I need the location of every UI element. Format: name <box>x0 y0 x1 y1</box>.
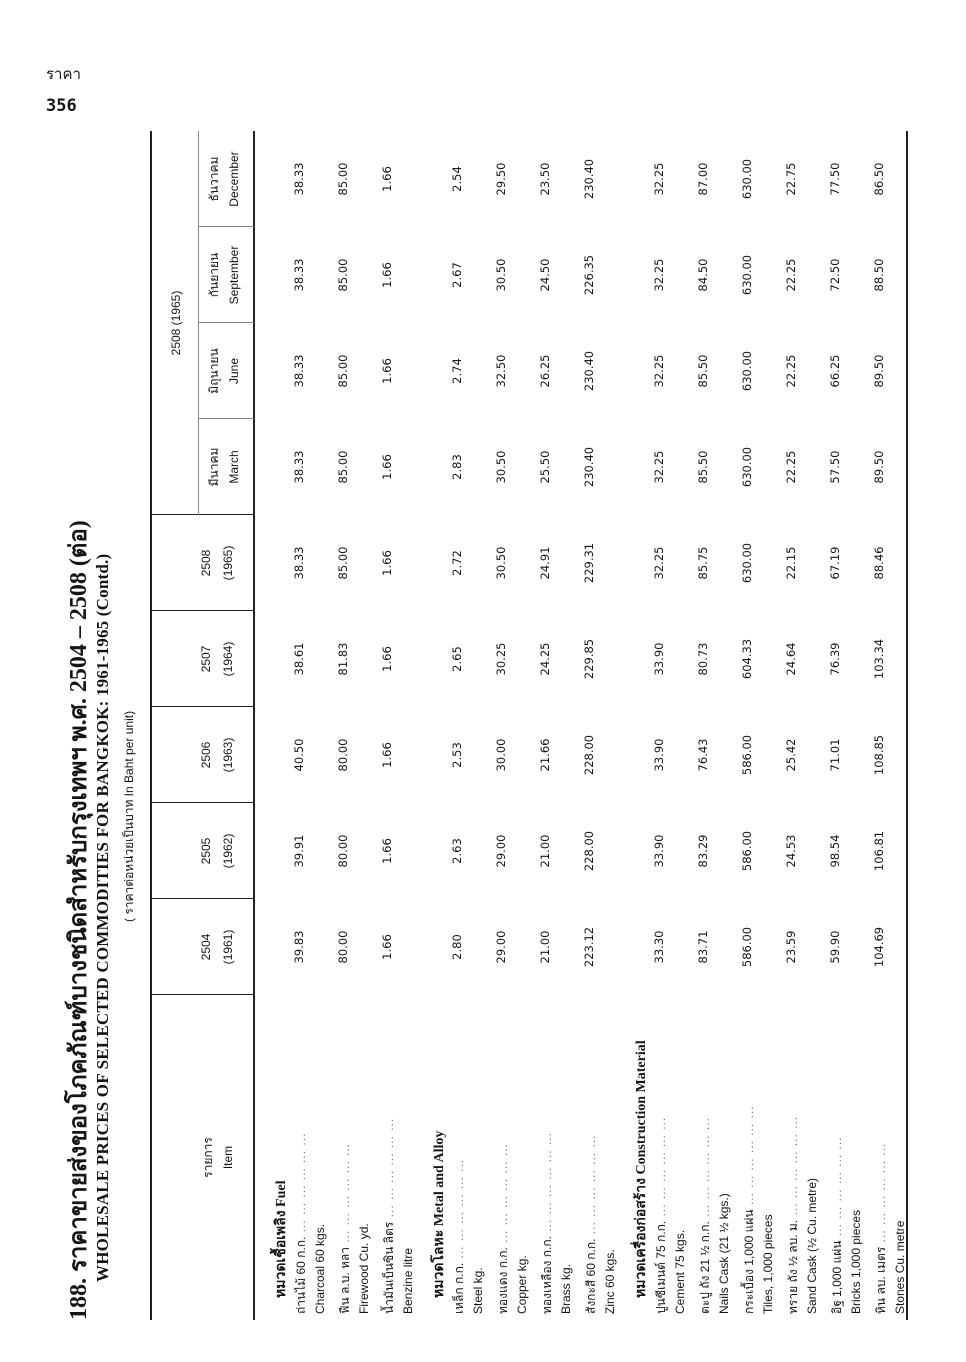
item-label-english: Tiles, 1,000 pieces <box>761 1214 775 1314</box>
table-cell: 25.42 <box>784 738 798 772</box>
table-cell: 2.72 <box>450 550 464 576</box>
year-header-thai: 2505 <box>199 837 213 865</box>
table-cell: 630.00 <box>740 158 754 200</box>
table-cell: 80.73 <box>696 642 710 676</box>
table-cell: 33.90 <box>652 642 666 676</box>
table-cell: 88.50 <box>872 258 886 292</box>
table-cell: 24.50 <box>538 258 552 292</box>
leader-dots: ... ... ... ... ... ... <box>874 1142 888 1247</box>
table-cell: 85.75 <box>696 546 710 580</box>
table-cell: 38.33 <box>292 450 306 484</box>
table-title-english: WHOLESALE PRICES OF SELECTED COMMODITIES FOR BANGKOK: 1961-1965 (Contd.) <box>93 553 112 1282</box>
table-cell: 1.66 <box>380 166 394 192</box>
year-header-thai: 2507 <box>199 645 213 673</box>
table-cell: 32.25 <box>652 450 666 484</box>
table-cell: 630.00 <box>740 446 754 488</box>
table-cell: 229.85 <box>582 638 596 680</box>
table-cell: 1.66 <box>380 358 394 384</box>
item-label-thai: ทองเหลือง ก.ก. ... ... ... ... ... ... <box>540 1132 554 1314</box>
table-cell: 230.40 <box>582 446 596 488</box>
table-cell: 30.00 <box>494 738 508 772</box>
table-cell: 25.50 <box>538 450 552 484</box>
table-cell: 21.00 <box>538 930 552 964</box>
table-cell: 66.25 <box>828 354 842 388</box>
table-cell: 1.66 <box>380 646 394 672</box>
month-header-thai: กันยายน <box>207 252 221 298</box>
leader-dots: ... ... ... ... ... ... <box>294 1132 308 1237</box>
table-cell: 32.25 <box>652 258 666 292</box>
year-header-english: (1962) <box>221 833 235 869</box>
table-cell: 1.66 <box>380 934 394 960</box>
table-cell: 71.01 <box>828 738 842 772</box>
table-cell: 21.00 <box>538 834 552 868</box>
table-cell: 24.53 <box>784 834 798 868</box>
leader-dots: ... ... ... ... ... ... <box>654 1116 668 1221</box>
year-header-english: (1961) <box>221 929 235 965</box>
table-cell: 106.81 <box>872 830 886 872</box>
table-cell: 80.00 <box>336 738 350 772</box>
table-cell: 2.53 <box>450 742 464 768</box>
table-cell: 33.90 <box>652 738 666 772</box>
table-cell: 1.66 <box>380 262 394 288</box>
table-cell: 228.00 <box>582 734 596 776</box>
month-header-english: December <box>227 151 241 207</box>
item-label-thai: อิฐ 1,000 แผ่น ... ... ... ... ... ... <box>830 1136 844 1314</box>
table-cell: 33.30 <box>652 930 666 964</box>
table-cell: 223.12 <box>582 926 596 968</box>
item-label-english: Sand Cask (½ Cu. metre) <box>805 1177 819 1314</box>
table-cell: 22.15 <box>784 546 798 580</box>
table-cell: 80.00 <box>336 930 350 964</box>
table-cell: 32.50 <box>494 354 508 388</box>
table-cell: 230.40 <box>582 350 596 392</box>
table-cell: 30.50 <box>494 450 508 484</box>
category-label: หมวดเครื่องก่อสร้าง Construction Material <box>634 1040 649 1298</box>
year-header-thai: 2506 <box>199 741 213 769</box>
table-cell: 2.65 <box>450 646 464 672</box>
table-cell: 81.83 <box>336 642 350 676</box>
table-cell: 85.00 <box>336 258 350 292</box>
item-label-english: Nails Cask (21 ½ kgs.) <box>717 1193 731 1314</box>
table-cell: 29.50 <box>494 162 508 196</box>
item-label-english: Cement 75 kgs. <box>673 1229 687 1314</box>
table-cell: 24.64 <box>784 642 798 676</box>
table-cell: 29.00 <box>494 834 508 868</box>
table-cell: 23.50 <box>538 162 552 196</box>
table-cell: 226.35 <box>582 254 596 296</box>
table-cell: 38.61 <box>292 642 306 676</box>
table-cell: 24.25 <box>538 642 552 676</box>
header-bottom-rule <box>253 131 255 1320</box>
table-cell: 2.54 <box>450 166 464 192</box>
year-header-thai: 2508 <box>199 549 213 577</box>
group-underline <box>198 131 199 515</box>
table-cell: 83.71 <box>696 930 710 964</box>
table-cell: 230.40 <box>582 158 596 200</box>
item-label-english: Brass kg. <box>559 1263 573 1314</box>
table-cell: 98.54 <box>828 834 842 868</box>
table-cell: 39.91 <box>292 834 306 868</box>
page-number: 356 <box>46 96 77 116</box>
table-cell: 77.50 <box>828 162 842 196</box>
item-label-thai: หิน ลบ. เมตร ... ... ... ... ... ... <box>874 1142 888 1314</box>
month-header-thai: มิถุนายน <box>207 348 221 394</box>
table-cell: 85.00 <box>336 546 350 580</box>
leader-dots: ... ... ... ... ... ... <box>382 1117 396 1222</box>
table-cell: 26.25 <box>538 354 552 388</box>
table-cell: 85.00 <box>336 162 350 196</box>
table-cell: 85.00 <box>336 354 350 388</box>
year-header-english: (1965) <box>221 545 235 581</box>
item-label-english: Steel kg. <box>471 1267 485 1314</box>
table-cell: 88.46 <box>872 546 886 580</box>
item-label-thai: ตะปู ถัง 21 ½ ก.ก. ... ... ... ... ... ... <box>698 1117 712 1314</box>
table-cell: 30.50 <box>494 258 508 292</box>
month-header-english: June <box>227 357 241 385</box>
month-header-english: March <box>227 450 241 484</box>
item-label-english: Copper kg. <box>515 1255 529 1314</box>
table-cell: 630.00 <box>740 542 754 584</box>
month-header-english: September <box>227 245 241 305</box>
table-cell: 630.00 <box>740 254 754 296</box>
item-label-thai: ถ่านไม้ 60 ก.ก. ... ... ... ... ... ... <box>294 1132 308 1314</box>
leader-dots: ... ... ... ... ... ... <box>584 1134 598 1239</box>
leader-dots: ... ... ... ... ... ... <box>338 1142 352 1247</box>
table-cell: 22.25 <box>784 450 798 484</box>
table-cell: 38.33 <box>292 162 306 196</box>
item-label-english: Bricks 1,000 pieces <box>849 1209 863 1314</box>
table-cell: 1.66 <box>380 838 394 864</box>
leader-dots: ... ... ... ... ... ... <box>452 1158 466 1263</box>
item-label-thai: น้ำมันเบ็นซิน ลิตร ... ... ... ... ... ... <box>382 1117 396 1314</box>
leader-dots: ... ... ... ... ... ... <box>698 1117 712 1222</box>
leader-dots: ... ... ... ... ... ... <box>540 1132 554 1237</box>
table-cell: 76.39 <box>828 642 842 676</box>
table-cell: 89.50 <box>872 354 886 388</box>
table-cell: 604.33 <box>740 638 754 680</box>
table-cell: 22.25 <box>784 354 798 388</box>
leader-dots: ... ... ... ... ... ... <box>786 1115 800 1220</box>
item-label-thai: กระเบื้อง 1,000 แผ่น ... ... ... ... ... ... <box>742 1105 756 1314</box>
item-label-thai: ทองแดง ก.ก. ... ... ... ... ... ... <box>496 1143 510 1314</box>
table-cell: 586.00 <box>740 830 754 872</box>
table-cell: 24.91 <box>538 546 552 580</box>
item-label-english: Zinc 60 kgs. <box>603 1249 617 1314</box>
group-header: 2508 (1965) <box>169 290 183 356</box>
table-cell: 33.90 <box>652 834 666 868</box>
table-cell: 38.33 <box>292 258 306 292</box>
year-header-thai: 2504 <box>199 933 213 961</box>
rotated-table-page <box>48 135 923 1320</box>
table-cell: 87.00 <box>696 162 710 196</box>
table-cell: 21.66 <box>538 738 552 772</box>
month-header-thai: มีนาคม <box>207 447 221 487</box>
table-cell: 85.50 <box>696 450 710 484</box>
table-cell: 1.66 <box>380 454 394 480</box>
table-top-rule <box>150 131 152 1320</box>
table-cell: 2.83 <box>450 454 464 480</box>
table-cell: 32.25 <box>652 162 666 196</box>
table-cell: 2.74 <box>450 358 464 384</box>
table-cell: 586.00 <box>740 926 754 968</box>
table-cell: 228.00 <box>582 830 596 872</box>
item-header-thai: รายการ <box>201 1137 215 1178</box>
table-cell: 84.50 <box>696 258 710 292</box>
item-header-english: Item <box>221 1145 235 1170</box>
table-cell: 39.83 <box>292 930 306 964</box>
table-cell: 229.31 <box>582 542 596 584</box>
table-cell: 2.67 <box>450 262 464 288</box>
item-label-english: Firewood Cu. yd. <box>357 1223 371 1314</box>
table-cell: 38.33 <box>292 546 306 580</box>
table-cell: 67.19 <box>828 546 842 580</box>
leader-dots: ... ... ... ... ... ... <box>742 1105 756 1210</box>
table-cell: 83.29 <box>696 834 710 868</box>
item-label-thai: ทราย ถัง ½ ลบ. ม. ... ... ... ... ... ... <box>786 1115 800 1314</box>
item-label-english: Charcoal 60 kgs. <box>313 1223 327 1314</box>
table-cell: 57.50 <box>828 450 842 484</box>
month-header-thai: ธันวาคม <box>207 156 221 202</box>
table-cell: 630.00 <box>740 350 754 392</box>
table-cell: 80.00 <box>336 834 350 868</box>
table-title-thai: 188. ราคาขายส่งของโภคภัณฑ์บางชนิดสำหรับกรุงเทพฯ พ.ศ. 2504 – 2508 (ต่อ) <box>66 520 92 1320</box>
category-label: หมวดโลหะ Metal and Alloy <box>432 1130 447 1298</box>
table-cell: 22.25 <box>784 258 798 292</box>
year-header-english: (1963) <box>221 737 235 773</box>
table-cell: 1.66 <box>380 550 394 576</box>
table-cell: 586.00 <box>740 734 754 776</box>
table-cell: 72.50 <box>828 258 842 292</box>
table-cell: 2.63 <box>450 838 464 864</box>
item-label-thai: เหล็ก ก.ก. ... ... ... ... ... ... <box>452 1158 466 1314</box>
table-cell: 38.33 <box>292 354 306 388</box>
table-cell: 40.50 <box>292 738 306 772</box>
item-label-thai: ปูนซีเมนต์ 75 ก.ก. ... ... ... ... ... ... <box>654 1116 668 1314</box>
item-label-english: Stones Cu. metre <box>893 1220 907 1314</box>
table-cell: 85.50 <box>696 354 710 388</box>
leader-dots: ... ... ... ... ... ... <box>496 1143 510 1248</box>
item-label-english: Benzine litre <box>401 1247 415 1314</box>
item-label-thai: ฟืน ล.บ. หลา ... ... ... ... ... ... <box>338 1142 352 1314</box>
table-cell: 86.50 <box>872 162 886 196</box>
leader-dots: ... ... ... ... ... ... <box>830 1136 844 1241</box>
unit-note: ( ราคาต่อหน่วยเป็นบาท In Baht per unit) <box>122 710 136 922</box>
table-cell: 85.00 <box>336 450 350 484</box>
item-label-thai: สังกะสี 60 ก.ก. ... ... ... ... ... ... <box>584 1134 598 1314</box>
table-bottom-rule <box>906 131 908 1320</box>
table-cell: 23.59 <box>784 930 798 964</box>
page-label: ราคา <box>46 65 81 83</box>
table-cell: 108.85 <box>872 734 886 776</box>
table-cell: 103.34 <box>872 638 886 680</box>
table-cell: 1.66 <box>380 742 394 768</box>
table-cell: 30.50 <box>494 546 508 580</box>
table-cell: 32.25 <box>652 546 666 580</box>
table-cell: 59.90 <box>828 930 842 964</box>
table-cell: 30.25 <box>494 642 508 676</box>
table-cell: 2.80 <box>450 934 464 960</box>
table-cell: 32.25 <box>652 354 666 388</box>
table-cell: 29.00 <box>494 930 508 964</box>
year-header-english: (1964) <box>221 641 235 677</box>
category-label: หมวดเชื้อเพลิง Fuel <box>274 1180 289 1298</box>
table-cell: 76.43 <box>696 738 710 772</box>
table-cell: 104.69 <box>872 926 886 968</box>
table-cell: 22.75 <box>784 162 798 196</box>
table-cell: 89.50 <box>872 450 886 484</box>
